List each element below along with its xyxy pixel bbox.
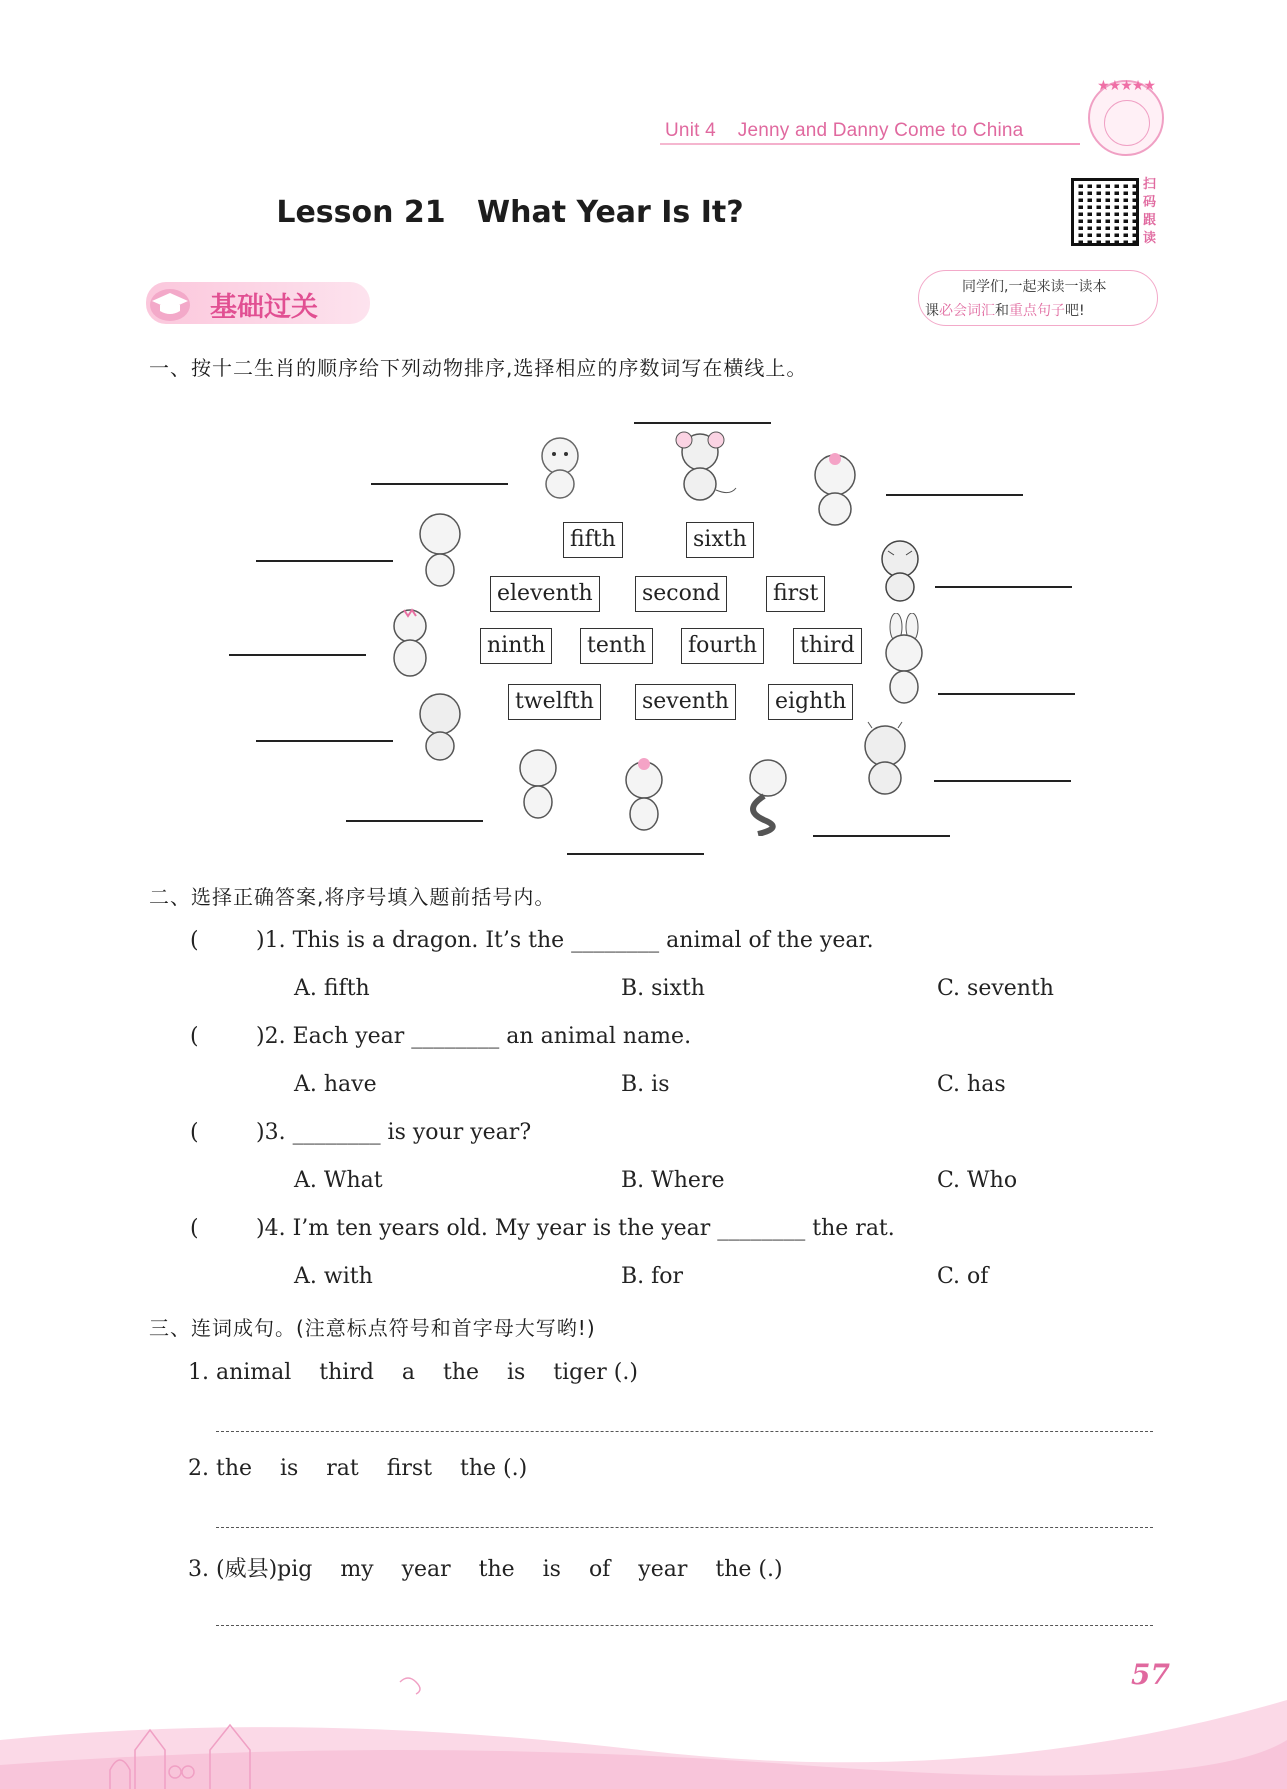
- question-text: )1. This is a dragon. It’s the ________ animal of the year.: [256, 928, 874, 953]
- option-a[interactable]: A. with: [294, 1264, 373, 1289]
- word-box[interactable]: fourth: [681, 628, 764, 664]
- question-bracket[interactable]: (: [190, 928, 199, 953]
- scramble-item: 1. animal third a the is tiger (.): [188, 1360, 638, 1385]
- question-text: )3. ________ is your year?: [256, 1120, 532, 1145]
- star-icon: ★★★★★: [1097, 78, 1155, 94]
- scramble-item: 2. the is rat first the (.): [188, 1456, 528, 1481]
- section-banner-label: 基础过关: [210, 292, 318, 323]
- footer-wave-decoration: [0, 1600, 1287, 1789]
- rabbit-icon: [874, 613, 934, 707]
- word-box[interactable]: ninth: [480, 628, 552, 664]
- dog-icon: [410, 508, 470, 590]
- part1-instruction: 一、按十二生肖的顺序给下列动物排序,选择相应的序数词写在横线上。: [149, 356, 808, 380]
- snake-icon: [734, 756, 796, 836]
- question-bracket[interactable]: (: [190, 1120, 199, 1145]
- ox-icon: [800, 447, 870, 529]
- word-box[interactable]: second: [635, 576, 727, 612]
- qr-code-icon[interactable]: [1071, 178, 1139, 246]
- word-box[interactable]: first: [766, 576, 825, 612]
- option-b[interactable]: B. for: [621, 1264, 684, 1289]
- word-box[interactable]: sixth: [686, 522, 754, 558]
- question-text: )2. Each year ________ an animal name.: [256, 1024, 692, 1049]
- option-a[interactable]: A. What: [294, 1168, 383, 1193]
- qr-label: 扫码跟读: [1143, 177, 1157, 246]
- option-b[interactable]: B. is: [621, 1072, 670, 1097]
- rat-icon: [660, 428, 740, 504]
- goat-icon: [508, 742, 568, 822]
- horse-icon: [612, 754, 676, 834]
- option-c[interactable]: C. has: [937, 1072, 1006, 1097]
- question-text: )4. I’m ten years old. My year is the year ________ the rat.: [256, 1216, 895, 1241]
- word-box[interactable]: third: [793, 628, 862, 664]
- part3-instruction: 三、连词成句。(注意标点符号和首字母大写哟!): [149, 1316, 596, 1340]
- answer-blank[interactable]: [256, 560, 393, 562]
- tip-line-2: 课必会词汇和重点句子吧!: [925, 303, 1085, 319]
- option-c[interactable]: C. of: [937, 1264, 989, 1289]
- answer-line[interactable]: [216, 1526, 1153, 1528]
- part2-instruction: 二、选择正确答案,将序号填入题前括号内。: [149, 885, 556, 909]
- option-c[interactable]: C. seventh: [937, 976, 1054, 1001]
- answer-blank[interactable]: [886, 494, 1023, 496]
- scramble-item: 3. (威县)pig my year the is of year the (.): [188, 1557, 783, 1582]
- answer-blank[interactable]: [256, 740, 393, 742]
- option-a[interactable]: A. have: [294, 1072, 377, 1097]
- answer-blank[interactable]: [634, 422, 771, 424]
- answer-blank[interactable]: [813, 835, 950, 837]
- option-c[interactable]: C. Who: [937, 1168, 1018, 1193]
- word-box[interactable]: seventh: [635, 684, 736, 720]
- word-box[interactable]: fifth: [563, 522, 623, 558]
- tiger-icon: [870, 537, 930, 603]
- page-title: Lesson 21 What Year Is It?: [276, 195, 744, 230]
- monkey-icon: [408, 686, 472, 762]
- unit-header: [665, 120, 1023, 142]
- unit-label: Unit 4: [665, 120, 716, 141]
- header-rule: [660, 143, 1080, 145]
- answer-blank[interactable]: [938, 693, 1075, 695]
- word-box[interactable]: tenth: [580, 628, 653, 664]
- answer-blank[interactable]: [371, 483, 508, 485]
- answer-blank[interactable]: [567, 853, 704, 855]
- question-bracket[interactable]: (: [190, 1024, 199, 1049]
- word-box[interactable]: eighth: [768, 684, 853, 720]
- word-box[interactable]: twelfth: [508, 684, 601, 720]
- tip-line-1: 同学们,一起来读一读本: [962, 279, 1107, 295]
- tip-highlight-sentences: 重点句子: [1009, 303, 1065, 319]
- question-bracket[interactable]: (: [190, 1216, 199, 1241]
- answer-line[interactable]: [216, 1430, 1153, 1432]
- answer-blank[interactable]: [346, 820, 483, 822]
- page-number: 57: [1131, 1658, 1170, 1691]
- option-b[interactable]: B. sixth: [621, 976, 705, 1001]
- answer-blank[interactable]: [934, 780, 1071, 782]
- dragon-icon: [850, 720, 920, 798]
- option-b[interactable]: B. Where: [621, 1168, 725, 1193]
- tip-highlight-vocab: 必会词汇: [939, 303, 995, 319]
- graduation-cap-icon: [148, 283, 192, 323]
- unit-title: Jenny and Danny Come to China: [737, 120, 1024, 141]
- brand-badge: [1088, 80, 1164, 156]
- badge-inner-circle: [1104, 100, 1150, 146]
- answer-blank[interactable]: [229, 654, 366, 656]
- rooster-icon: [380, 604, 440, 682]
- answer-blank[interactable]: [935, 586, 1072, 588]
- sheep-icon: [525, 430, 595, 502]
- word-box[interactable]: eleventh: [490, 576, 600, 612]
- option-a[interactable]: A. fifth: [294, 976, 370, 1001]
